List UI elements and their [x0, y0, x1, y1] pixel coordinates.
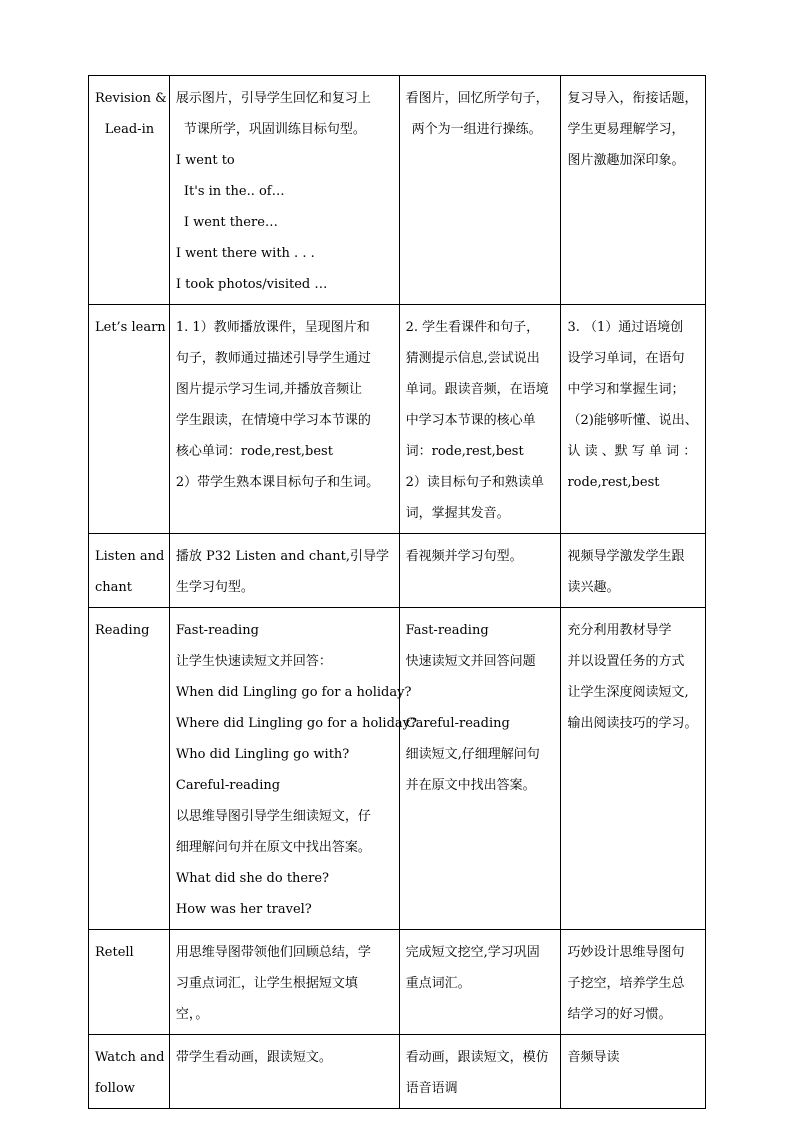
purpose-cell	[561, 930, 706, 1035]
student-activity-cell	[399, 1035, 561, 1109]
text-line: Fast-reading	[405, 623, 489, 638]
text-line: 输出阅读技巧的学习。	[567, 716, 698, 731]
text-line: 完成短文挖空,学习巩固	[405, 945, 540, 960]
teacher-activity-cell	[169, 305, 399, 534]
text-line: 生学习句型。	[175, 580, 254, 595]
blank-line	[406, 677, 556, 708]
step-label-line: chant	[95, 580, 133, 595]
step-label-line: Retell	[95, 945, 134, 960]
step-cell	[89, 534, 170, 608]
step-label-line: follow	[95, 1081, 135, 1096]
text-line: 并在原文中找出答案。	[405, 778, 536, 793]
teacher-activity-cell	[169, 1035, 399, 1109]
table-row	[89, 930, 706, 1035]
text-line: 复习导入，衔接话题，	[567, 91, 698, 106]
text-line: 核心单词：rode,rest,best	[175, 444, 333, 459]
text-line: 认 读 、默 写 单 词 ：	[567, 444, 697, 459]
text-line: 视频导学激发学生跟	[567, 549, 685, 564]
table-row	[89, 1035, 706, 1109]
text-line: I went there…	[183, 215, 278, 230]
step-label-line: Watch and	[95, 1050, 165, 1065]
text-line: 并以设置任务的方式	[567, 654, 685, 669]
step-cell	[89, 930, 170, 1035]
step-cell	[89, 305, 170, 534]
text-line: 图片提示学习生词,并播放音频让	[175, 382, 363, 397]
text-line: 播放 P32 Listen and chant,引导学	[175, 549, 390, 564]
step-label-line: Listen and	[95, 549, 165, 564]
text-line: 看动画，跟读短文，模仿	[405, 1050, 549, 1065]
teacher-activity-cell	[169, 930, 399, 1035]
purpose-cell	[561, 1035, 706, 1109]
text-line: 细理解问句并在原文中找出答案。	[175, 840, 371, 855]
student-activity-cell	[399, 534, 561, 608]
purpose-cell	[561, 305, 706, 534]
text-line: 设学习单词，在语句	[567, 351, 685, 366]
text-line: 让学生深度阅读短文,	[567, 685, 689, 700]
text-line: 充分利用教材导学	[567, 623, 672, 638]
text-line: Who did Lingling go with?	[175, 747, 350, 762]
text-line: 节课所学，巩固训练目标句型。	[183, 122, 366, 137]
text-line: rode,rest,best	[567, 475, 660, 490]
purpose-cell	[561, 608, 706, 930]
text-line: 中学习本节课的核心单	[405, 413, 536, 428]
text-line: 词：rode,rest,best	[405, 444, 524, 459]
table-row	[89, 76, 706, 305]
text-line: 看视频并学习句型。	[405, 549, 523, 564]
text-line: 1. 1）教师播放课件，呈现图片和	[175, 320, 370, 335]
text-line: 语音语调	[405, 1081, 458, 1096]
text-line: 2）读目标句子和熟读单	[405, 475, 544, 490]
text-line: 重点词汇。	[405, 976, 471, 991]
lesson-plan-table	[88, 75, 706, 1109]
text-line: Where did Lingling go for a holiday?	[175, 716, 417, 731]
table-row	[89, 534, 706, 608]
text-line: 结学习的好习惯。	[567, 1007, 672, 1022]
step-cell	[89, 76, 170, 305]
text-line: Careful-reading	[405, 716, 510, 731]
text-line: 音频导读	[567, 1050, 620, 1065]
step-cell	[89, 608, 170, 930]
teacher-activity-cell	[169, 534, 399, 608]
step-label-line: Revision &	[95, 91, 167, 106]
text-line: 中学习和掌握生词；	[567, 382, 685, 397]
text-line: 学生更易理解学习，	[567, 122, 685, 137]
text-line: 学生跟读，在情境中学习本节课的	[175, 413, 371, 428]
text-line: Fast-reading	[175, 623, 259, 638]
text-line: 以思维导图引导学生细读短文，仔	[175, 809, 371, 824]
text-line: 带学生看动画，跟读短文。	[175, 1050, 332, 1065]
student-activity-cell	[399, 608, 561, 930]
text-line: 3. （1）通过语境创	[567, 320, 684, 335]
text-line: 细读短文,仔细理解问句	[405, 747, 540, 762]
text-line: 单词。跟读音频，在语境	[405, 382, 549, 397]
text-line: Careful-reading	[175, 778, 281, 793]
purpose-cell	[561, 534, 706, 608]
step-label-line: Reading	[95, 623, 150, 638]
text-line: 展示图片，引导学生回忆和复习上	[175, 91, 371, 106]
text-line: 猜测提示信息,尝试说出	[405, 351, 540, 366]
student-activity-cell	[399, 76, 561, 305]
text-line: How was her travel?	[175, 902, 312, 917]
lesson-plan-body	[89, 76, 706, 1109]
text-line: 让学生快速读短文并回答：	[175, 654, 332, 669]
text-line: It's in the.. of…	[183, 184, 285, 199]
text-line: 空，。	[175, 1007, 209, 1022]
table-row	[89, 608, 706, 930]
text-line: What did she do there?	[175, 871, 329, 886]
text-line: 习重点词汇，让学生根据短文填	[175, 976, 358, 991]
text-line: 句子，教师通过描述引导学生通过	[175, 351, 371, 366]
step-label-line: Lead-in	[104, 122, 155, 137]
text-line: 子挖空，培养学生总	[567, 976, 685, 991]
purpose-cell	[561, 76, 706, 305]
text-line: 快速读短文并回答问题	[405, 654, 536, 669]
text-line: I went there with . . .	[175, 246, 315, 261]
text-line: 两个为一组进行操练。	[411, 122, 542, 137]
student-activity-cell	[399, 930, 561, 1035]
teacher-activity-cell	[169, 76, 399, 305]
text-line: 2）带学生熟本课目标句子和生词。	[175, 475, 380, 490]
text-line: （2)能够听懂、说出、	[567, 413, 698, 428]
step-label-line: Let’s learn	[95, 320, 166, 335]
text-line: I went to	[175, 153, 235, 168]
text-line: 读兴趣。	[567, 580, 620, 595]
text-line: I took photos/visited …	[175, 277, 328, 292]
text-line: 图片激趣加深印象。	[567, 153, 685, 168]
text-line: When did Lingling go for a holiday?	[175, 685, 412, 700]
text-line: 2. 学生看课件和句子，	[405, 320, 540, 335]
text-line: 词，掌握其发音。	[405, 506, 510, 521]
text-line: 巧妙设计思维导图句	[567, 945, 685, 960]
step-cell	[89, 1035, 170, 1109]
teacher-activity-cell	[169, 608, 417, 930]
table-row	[89, 305, 706, 534]
text-line: 用思维导图带领他们回顾总结，学	[175, 945, 371, 960]
student-activity-cell	[399, 305, 561, 534]
text-line: 看图片，回忆所学句子，	[405, 91, 549, 106]
